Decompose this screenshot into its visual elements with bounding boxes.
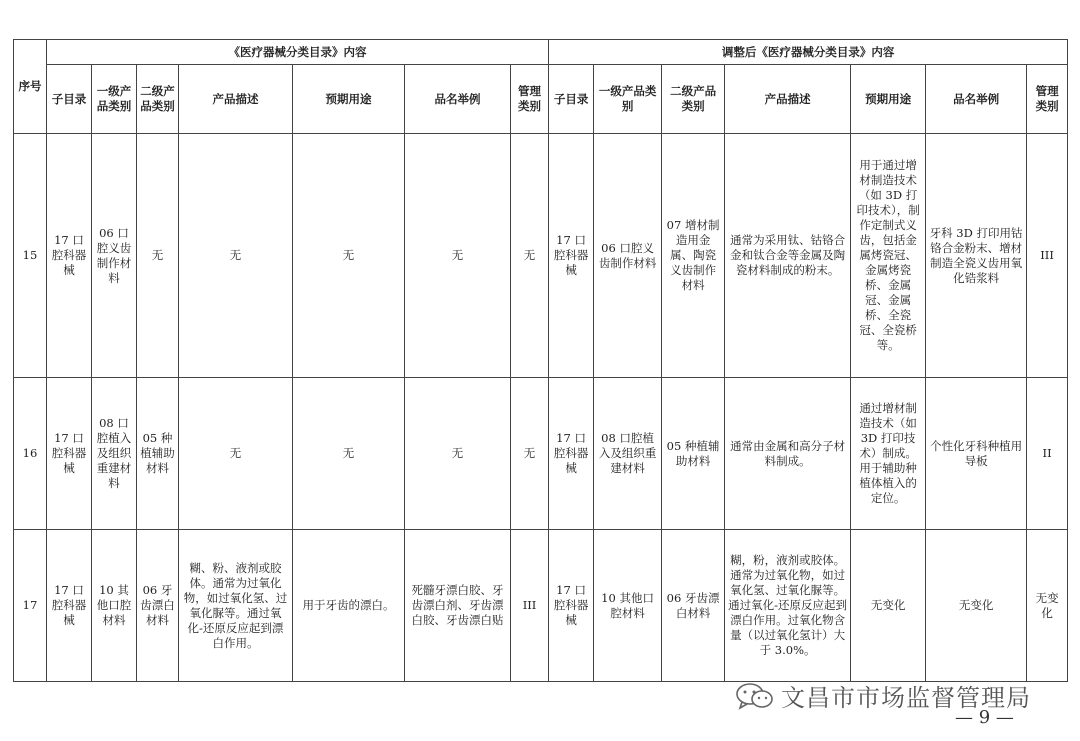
header-adj-examples: 品名举例 xyxy=(926,65,1027,134)
header-sub-catalog: 子目录 xyxy=(47,65,92,134)
header-adj-level2: 二级产品类别 xyxy=(662,65,725,134)
header-adj-description: 产品描述 xyxy=(725,65,851,134)
cell-adj-examples: 牙科 3D 打印用钴铬合金粉末、增材制造全瓷义齿用氧化锆浆料 xyxy=(926,134,1027,378)
cell-description: 糊、粉、液剂或胶体。通常为过氧化物，如过氧化氢、过氧化脲等。通过氧化-还原反应起到漂白作用。 xyxy=(179,530,293,682)
cell-mgmt-class: 无 xyxy=(511,134,549,378)
header-level1: 一级产品类别 xyxy=(92,65,137,134)
cell-adj-level1: 08 口腔植入及组织重建材料 xyxy=(594,378,662,530)
wechat-icon xyxy=(735,681,775,711)
cell-adj-description: 通常由金属和高分子材料制成。 xyxy=(725,378,851,530)
cell-adj-level1: 10 其他口腔材料 xyxy=(594,530,662,682)
cell-level2: 无 xyxy=(137,134,179,378)
cell-intended-use: 用于牙齿的漂白。 xyxy=(293,530,405,682)
cell-description: 无 xyxy=(179,378,293,530)
header-adj-intended-use: 预期用途 xyxy=(851,65,926,134)
cell-mgmt-class: 无 xyxy=(511,378,549,530)
header-examples: 品名举例 xyxy=(405,65,511,134)
cell-level1: 06 口腔义齿制作材料 xyxy=(92,134,137,378)
cell-sub-catalog: 17 口腔科器械 xyxy=(47,530,92,682)
cell-intended-use: 无 xyxy=(293,134,405,378)
watermark-text: 文昌市市场监督管理局 xyxy=(781,684,1031,712)
cell-intended-use: 无 xyxy=(293,378,405,530)
header-adj-mgmt-class: 管理类别 xyxy=(1027,65,1068,134)
cell-seq: 15 xyxy=(14,134,47,378)
cell-adj-description: 糊，粉，液剂或胶体。通常为过氧化物，如过氧化氢、过氧化脲等。通过氧化-还原反应起到漂白作用。过氧化物含量（以过氧化氢计）大于 3.0%。 xyxy=(725,530,851,682)
table-row xyxy=(14,530,1068,682)
cell-level2: 05 种植辅助材料 xyxy=(137,378,179,530)
cell-examples: 死髓牙漂白胶、牙齿漂白剂、牙齿漂白胶、牙齿漂白贴 xyxy=(405,530,511,682)
cell-adj-description: 通常为采用钛、钴铬合金和钛合金等金属及陶瓷材料制成的粉末。 xyxy=(725,134,851,378)
cell-adj-mgmt-class: III xyxy=(1027,134,1068,378)
column-header-row xyxy=(14,65,1068,134)
cell-sub-catalog: 17 口腔科器械 xyxy=(47,378,92,530)
cell-adj-intended-use: 无变化 xyxy=(851,530,926,682)
cell-mgmt-class: III xyxy=(511,530,549,682)
cell-adj-intended-use: 用于通过增材制造技术（如 3D 打印技术），制作定制式义齿，包括金属烤瓷冠、金属烤瓷桥、金属冠、金属桥、全瓷冠、全瓷桥等。 xyxy=(851,134,926,378)
cell-adj-level2: 05 种植辅助材料 xyxy=(662,378,725,530)
header-adj-level1: 一级产品类别 xyxy=(594,65,662,134)
cell-level2: 06 牙齿漂白材料 xyxy=(137,530,179,682)
header-level2: 二级产品类别 xyxy=(137,65,179,134)
cell-adj-intended-use: 通过增材制造技术（如 3D 打印技术）制成。用于辅助种植体植入的定位。 xyxy=(851,378,926,530)
table-row xyxy=(14,378,1068,530)
group-header-row xyxy=(14,40,1068,65)
cell-adj-sub-catalog: 17 口腔科器械 xyxy=(549,134,594,378)
header-description: 产品描述 xyxy=(179,65,293,134)
cell-adj-sub-catalog: 17 口腔科器械 xyxy=(549,530,594,682)
cell-examples: 无 xyxy=(405,134,511,378)
cell-level1: 08 口腔植入及组织重建材料 xyxy=(92,378,137,530)
cell-sub-catalog: 17 口腔科器械 xyxy=(47,134,92,378)
group-original: 《医疗器械分类目录》内容 xyxy=(47,40,549,65)
cell-adj-mgmt-class: 无变化 xyxy=(1027,530,1068,682)
header-mgmt-class: 管理类别 xyxy=(511,65,549,134)
cell-adj-level1: 06 口腔义齿制作材料 xyxy=(594,134,662,378)
cell-adj-level2: 07 增材制造用金属、陶瓷义齿制作材料 xyxy=(662,134,725,378)
cell-description: 无 xyxy=(179,134,293,378)
header-seq: 序号 xyxy=(14,40,47,134)
cell-seq: 17 xyxy=(14,530,47,682)
page-number: — 9 — xyxy=(955,707,1014,728)
cell-examples: 无 xyxy=(405,378,511,530)
cell-adj-mgmt-class: II xyxy=(1027,378,1068,530)
group-adjusted: 调整后《医疗器械分类目录》内容 xyxy=(549,40,1068,65)
cell-level1: 10 其他口腔材料 xyxy=(92,530,137,682)
cell-adj-examples: 个性化牙科种植用导板 xyxy=(926,378,1027,530)
table-row xyxy=(14,134,1068,378)
cell-adj-examples: 无变化 xyxy=(926,530,1027,682)
cell-seq: 16 xyxy=(14,378,47,530)
cell-adj-sub-catalog: 17 口腔科器械 xyxy=(549,378,594,530)
catalog-table xyxy=(13,39,1068,682)
cell-adj-level2: 06 牙齿漂白材料 xyxy=(662,530,725,682)
header-adj-sub-catalog: 子目录 xyxy=(549,65,594,134)
header-intended-use: 预期用途 xyxy=(293,65,405,134)
